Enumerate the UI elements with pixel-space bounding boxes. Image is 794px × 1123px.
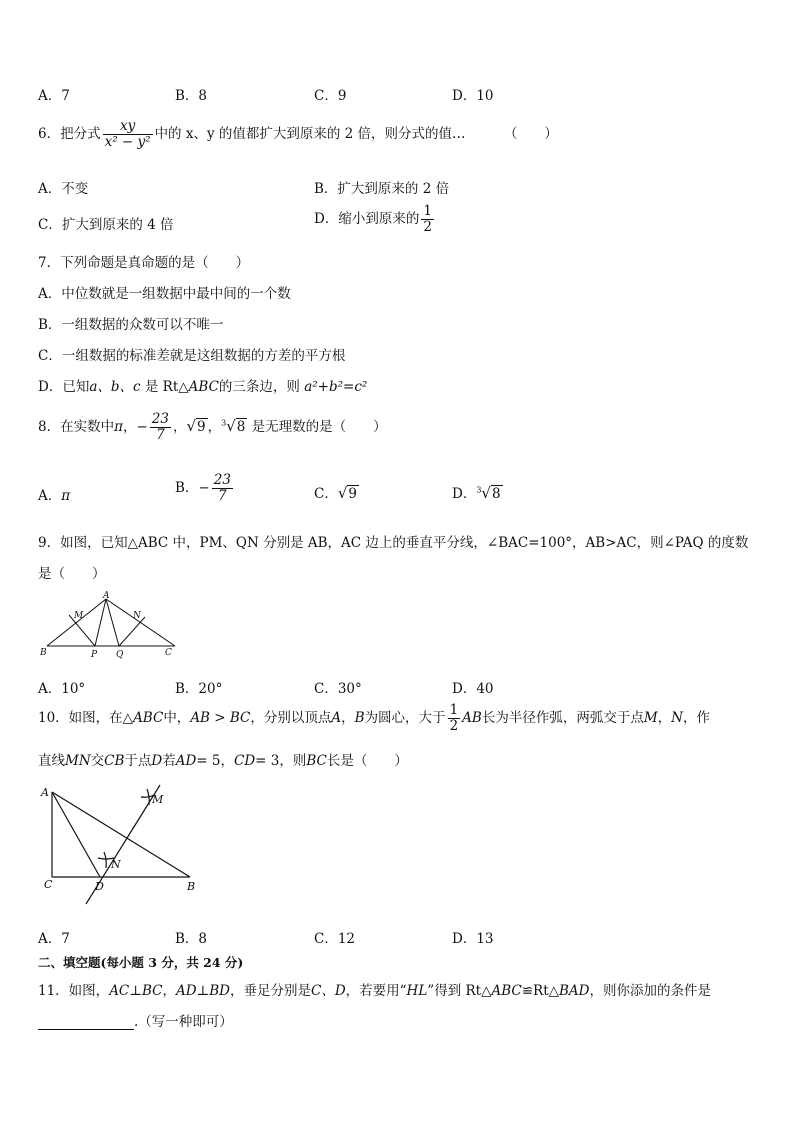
q5-option-a: A．7	[38, 88, 70, 104]
q10-label-m: M	[152, 793, 164, 806]
q6-stem: 6．把分式 $\frac{xy}{\text{x² − y²}}$ 中的 x、y 的值都扩大到原来的 2 倍，则分式的值… （ ）	[38, 118, 558, 150]
q7-stem: 7．下列命题是真命题的是（ ）	[38, 255, 250, 271]
q10-label-a: A	[41, 786, 49, 799]
q10-option-d: D．13	[452, 931, 494, 947]
section-heading-fill-in: 二、填空题(每小题 3 分，共 24 分)	[38, 955, 244, 970]
q10-stem-line1: 10．如图，在△ABC中，AB > BC，分别以顶点A，B为圆心，大于 $\frac{1}{2}$ AB长为半径作弧，两弧交于点M，N，作	[38, 702, 710, 734]
q10-label-c: C	[44, 878, 53, 891]
q8-option-a: A．π	[38, 488, 71, 504]
q9-label-m: M	[74, 611, 84, 621]
q8-stem: 8．在实数中π，− $\frac{23}{7}$ ，√9 ，$^3$√8 是无理数的是（ ）	[38, 411, 387, 443]
q8-option-d: D．$^3$√8	[452, 484, 501, 502]
q5-option-c: C．9	[314, 88, 347, 104]
q10-label-d: D	[95, 880, 104, 893]
q9-label-b: B	[40, 648, 47, 658]
q5-option-b: B．8	[175, 88, 208, 104]
q7-option-c: C．一组数据的标准差就是这组数据的方差的平方根	[38, 348, 346, 364]
q6-option-d: D．缩小到原来的 $\frac{1}{2}$	[314, 203, 432, 235]
q9-label-a: A	[103, 591, 110, 601]
q7-option-b: B．一组数据的众数可以不唯一	[38, 317, 224, 333]
q5-option-d: D．10	[452, 88, 494, 104]
q8-option-c: C．√9	[314, 484, 357, 502]
q9-stem-line1: 9．如图，已知△ABC 中，PM、QN 分别是 AB，AC 边上的垂直平分线，∠BAC=100°，AB>AC，则∠PAQ 的度数	[38, 535, 749, 551]
q9-option-c: C．30°	[314, 681, 362, 697]
q8-option-b: B．− $\frac{23}{7}$	[175, 472, 231, 504]
q11-answer-line: .（写一种即可）	[38, 1010, 233, 1030]
q6-option-a: A．不变	[38, 181, 89, 197]
q9-stem-line2: 是（ ）	[38, 566, 106, 582]
q9-option-b: B．20°	[175, 681, 223, 697]
q10-figure	[36, 780, 206, 910]
q11-answer-blank[interactable]	[38, 1015, 134, 1030]
q10-option-b: B．8	[175, 931, 208, 947]
q7-option-d: D．已知a、b、c 是 Rt△ABC的三条边，则 a²+b²=c²	[38, 379, 368, 395]
q6-fraction: $\frac{xy}{\text{x² − y²}}$	[104, 118, 151, 150]
q6-answer-paren: （ ）	[503, 126, 558, 142]
q9-option-a: A．10°	[38, 681, 86, 697]
q6-option-c: C．扩大到原来的 4 倍	[38, 217, 174, 233]
q9-figure	[38, 590, 183, 662]
q11-stem: 11．如图，AC⊥BC，AD⊥BD，垂足分别是C、D，若要用“HL”得到 Rt△ABC≌Rt△BAD，则你添加的条件是	[38, 983, 712, 999]
q10-stem-line2: 直线MN交CB于点D若AD= 5，CD= 3，则BC长是（ ）	[38, 753, 408, 769]
q10-option-c: C．12	[314, 931, 356, 947]
q10-option-a: A．7	[38, 931, 70, 947]
q9-label-c: C	[165, 648, 172, 658]
q10-label-n: N	[111, 858, 121, 871]
q7-option-a: A．中位数就是一组数据中最中间的一个数	[38, 286, 291, 302]
q9-label-q: Q	[116, 650, 124, 660]
q9-label-p: P	[91, 650, 98, 660]
q6-option-b: B．扩大到原来的 2 倍	[314, 181, 450, 197]
q9-label-n: N	[133, 611, 141, 621]
q10-label-b: B	[187, 880, 196, 893]
q9-option-d: D．40	[452, 681, 494, 697]
